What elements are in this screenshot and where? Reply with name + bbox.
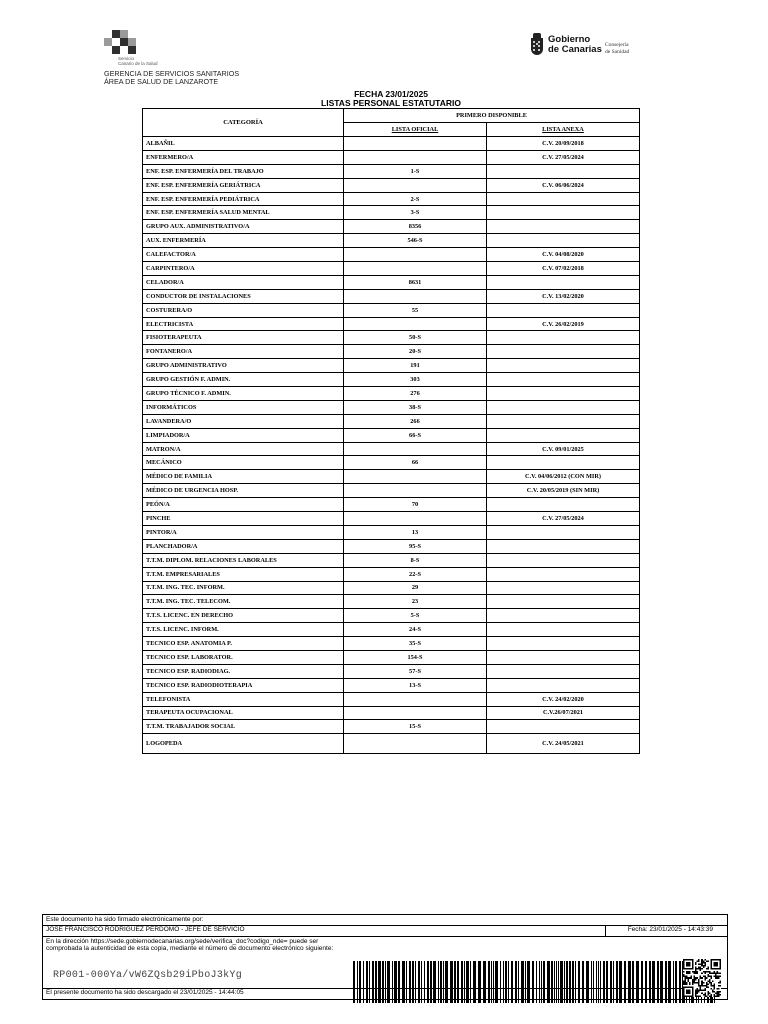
cell-lista-oficial [344, 692, 487, 706]
cell-categoria: T.T.M. TRABAJADOR SOCIAL [143, 720, 344, 734]
cell-lista-oficial: 3-S [344, 206, 487, 220]
cell-lista-anexa: C.V. 24/05/2021 [487, 734, 640, 754]
cell-lista-oficial: 2-S [344, 192, 487, 206]
download-text: El presente documento ha sido descargado el 23/01/2025 - 14:44:05 [46, 989, 244, 996]
table-row [143, 484, 640, 498]
table-row [143, 734, 640, 754]
cell-lista-oficial [344, 178, 487, 192]
cell-lista-anexa: C.V. 13/02/2020 [487, 289, 640, 303]
organization-name [104, 70, 239, 85]
cell-categoria: GRUPO ADMINISTRATIVO [143, 359, 344, 373]
cell-categoria: T.T.M. ING. TEC. INFORM. [143, 581, 344, 595]
table-row [143, 137, 640, 151]
table-row [143, 539, 640, 553]
sign-date: Fecha: 23/01/2025 - 14:43:39 [627, 926, 713, 933]
table-row [143, 192, 640, 206]
table-row [143, 206, 640, 220]
cell-categoria: T.T.M. ING. TEC. TELECOM. [143, 595, 344, 609]
cell-categoria: CARPINTERO/A [143, 262, 344, 276]
cell-lista-anexa [487, 498, 640, 512]
cell-categoria: T.T.S. LICENC. INFORM. [143, 623, 344, 637]
table-row [143, 289, 640, 303]
cell-lista-anexa [487, 275, 640, 289]
cell-categoria: TECNICO ESP. RADIODIAG. [143, 664, 344, 678]
table-row [143, 234, 640, 248]
cell-lista-oficial: 8356 [344, 220, 487, 234]
cell-lista-oficial [344, 262, 487, 276]
cell-lista-oficial: 303 [344, 373, 487, 387]
header-lista-anexa [487, 123, 640, 137]
cell-lista-oficial [344, 248, 487, 262]
cell-categoria: FONTANERO/A [143, 345, 344, 359]
date-title: FECHA 23/01/2025 [354, 89, 428, 99]
cell-lista-anexa [487, 414, 640, 428]
cell-lista-anexa [487, 553, 640, 567]
cell-categoria: AUX. ENFERMERÍA [143, 234, 344, 248]
org-line1: GERENCIA DE SERVICIOS SANITARIOS [104, 69, 240, 78]
cell-lista-anexa [487, 637, 640, 651]
table-row [143, 317, 640, 331]
cell-lista-oficial: 23 [344, 595, 487, 609]
cell-categoria: T.T.M. DIPLOM. RELACIONES LABORALES [143, 553, 344, 567]
table-row [143, 567, 640, 581]
table-row [143, 428, 640, 442]
table-row [143, 331, 640, 345]
signed-label: Este documento ha sido firmado electrónicamente por: [46, 916, 204, 923]
header-lista-oficial [344, 123, 487, 137]
table-row [143, 623, 640, 637]
servicio-canario-salud-logo [104, 30, 140, 56]
cell-categoria: COSTURERA/O [143, 303, 344, 317]
gobierno-line2: de Canarias [548, 44, 602, 55]
table-row [143, 387, 640, 401]
table-row [143, 220, 640, 234]
cell-categoria: INFORMÁTICOS [143, 400, 344, 414]
table-row [143, 303, 640, 317]
cell-lista-anexa [487, 400, 640, 414]
cell-categoria: TECNICO ESP. RADIODIOTERAPIA [143, 678, 344, 692]
cell-categoria: GRUPO GESTIÓN F. ADMIN. [143, 373, 344, 387]
table-row [143, 442, 640, 456]
cell-lista-anexa [487, 164, 640, 178]
cell-lista-anexa [487, 234, 640, 248]
cell-lista-anexa [487, 623, 640, 637]
cell-categoria: MÉDICO DE URGENCIA HOSP. [143, 484, 344, 498]
cell-lista-anexa [487, 595, 640, 609]
cell-lista-oficial: 8-S [344, 553, 487, 567]
conse-line2: de Sanidad [605, 48, 630, 55]
cell-categoria: TECNICO ESP. ANATOMIA P. [143, 637, 344, 651]
cell-categoria: GRUPO TÉCNICO F. ADMIN. [143, 387, 344, 401]
signer-name: JOSE FRANCISCO RODRIGUEZ PERDOMO - JEFE DE SERVICIO [46, 926, 245, 933]
cell-categoria: LIMPIADOR/A [143, 428, 344, 442]
cell-lista-anexa: C.V. 27/05/2024 [487, 512, 640, 526]
cell-lista-oficial [344, 734, 487, 754]
coat-of-arms-icon [530, 33, 544, 57]
cell-categoria: T.T.S. LICENC. EN DERECHO [143, 609, 344, 623]
cell-lista-oficial: 66 [344, 456, 487, 470]
cell-lista-oficial [344, 706, 487, 720]
table-row [143, 248, 640, 262]
cell-lista-anexa [487, 664, 640, 678]
cell-categoria: GRUPO AUX. ADMINISTRATIVO/A [143, 220, 344, 234]
cell-lista-oficial: 66-S [344, 428, 487, 442]
cell-lista-anexa: C.V.26/07/2021 [487, 706, 640, 720]
table-row [143, 178, 640, 192]
cell-lista-oficial: 22-S [344, 567, 487, 581]
table-row [143, 456, 640, 470]
cell-lista-oficial: 29 [344, 581, 487, 595]
cell-lista-oficial: 266 [344, 414, 487, 428]
table-row [143, 275, 640, 289]
cell-lista-oficial [344, 317, 487, 331]
cell-lista-oficial: 13 [344, 525, 487, 539]
table-row [143, 706, 640, 720]
cell-lista-anexa [487, 206, 640, 220]
table-row [143, 553, 640, 567]
cell-lista-anexa [487, 525, 640, 539]
cell-lista-oficial: 50-S [344, 331, 487, 345]
cell-categoria: LOGOPEDA [143, 734, 344, 754]
list-title: LISTAS PERSONAL ESTATUTARIO [321, 98, 461, 108]
table-row [143, 595, 640, 609]
cell-lista-anexa: C.V. 04/08/2020 [487, 248, 640, 262]
cell-categoria: PINTOR/A [143, 525, 344, 539]
consejeria-label [605, 42, 629, 55]
cell-lista-anexa [487, 192, 640, 206]
table-row [143, 678, 640, 692]
table-row [143, 414, 640, 428]
cell-lista-oficial: 276 [344, 387, 487, 401]
cell-categoria: FISIOTERAPEUTA [143, 331, 344, 345]
cell-categoria: T.T.M. EMPRESARIALES [143, 567, 344, 581]
cell-lista-anexa [487, 359, 640, 373]
cell-lista-oficial [344, 289, 487, 303]
cell-categoria: ALBAÑIL [143, 137, 344, 151]
signer-divider [605, 925, 606, 936]
cell-lista-oficial [344, 150, 487, 164]
cell-categoria: ENF. ESP. ENFERMERÍA PEDIÁTRICA [143, 192, 344, 206]
table-body [143, 137, 640, 754]
header-lista-oficial-label: LISTA OFICIAL [391, 126, 439, 133]
cell-lista-anexa: C.V. 09/01/2025 [487, 442, 640, 456]
cell-categoria: ENFERMERO/A [143, 150, 344, 164]
cell-lista-oficial [344, 484, 487, 498]
cell-lista-oficial: 55 [344, 303, 487, 317]
cell-lista-oficial: 8631 [344, 275, 487, 289]
table-row [143, 525, 640, 539]
cell-categoria: MECÁNICO [143, 456, 344, 470]
table-row [143, 664, 640, 678]
cell-lista-oficial [344, 470, 487, 484]
cell-categoria: CALEFACTOR/A [143, 248, 344, 262]
cell-lista-anexa [487, 567, 640, 581]
gobierno-canarias-logo [530, 33, 602, 57]
personal-list-table [142, 108, 640, 754]
cell-lista-oficial [344, 442, 487, 456]
table-row [143, 720, 640, 734]
cell-categoria: LAVANDERA/O [143, 414, 344, 428]
header-lista-anexa-label: LISTA ANEXA [542, 126, 584, 133]
cell-lista-anexa: C.V. 20/05/2019 (SIN MIR) [487, 484, 640, 498]
cell-lista-anexa [487, 456, 640, 470]
conse-line1: Consejería [605, 42, 629, 48]
cell-lista-anexa: C.V. 06/06/2024 [487, 178, 640, 192]
table-row [143, 373, 640, 387]
cell-lista-anexa: C.V. 07/02/2018 [487, 262, 640, 276]
cell-categoria: TERAPEUTA OCUPACIONAL [143, 706, 344, 720]
table-row [143, 470, 640, 484]
logo-caption [118, 56, 158, 66]
cell-lista-anexa [487, 428, 640, 442]
cell-categoria: ENF. ESP. ENFERMERÍA DEL TRABAJO [143, 164, 344, 178]
table-row [143, 262, 640, 276]
table-row [143, 359, 640, 373]
org-line2: ÁREA DE SALUD DE LANZAROTE [104, 76, 219, 86]
cell-categoria: TELEFONISTA [143, 692, 344, 706]
cell-lista-oficial: 70 [344, 498, 487, 512]
cell-lista-oficial: 5-S [344, 609, 487, 623]
cell-lista-oficial: 15-S [344, 720, 487, 734]
cell-lista-anexa [487, 345, 640, 359]
cell-lista-oficial: 13-S [344, 678, 487, 692]
table-row [143, 637, 640, 651]
download-row [43, 988, 727, 999]
cell-lista-oficial: 35-S [344, 637, 487, 651]
cell-lista-anexa [487, 220, 640, 234]
cell-categoria: PINCHE [143, 512, 344, 526]
verification-text: En la dirección https://sede.gobiernodecanarias.org/sede/verifica_doc?codigo_nde= puede ser comprobada la autenticidad de esta copia, mediante el número de documento electrónico siguiente: [46, 938, 334, 952]
cell-lista-anexa [487, 539, 640, 553]
cell-lista-anexa [487, 720, 640, 734]
cell-lista-anexa [487, 303, 640, 317]
cell-lista-oficial: 546-S [344, 234, 487, 248]
cell-categoria: ELECTRICISTA [143, 317, 344, 331]
cell-lista-oficial: 1-S [344, 164, 487, 178]
cell-lista-oficial: 20-S [344, 345, 487, 359]
cell-lista-anexa: C.V. 27/05/2024 [487, 150, 640, 164]
cell-lista-anexa [487, 650, 640, 664]
cell-lista-anexa: C.V. 20/09/2018 [487, 137, 640, 151]
cell-categoria: CONDUCTOR DE INSTALACIONES [143, 289, 344, 303]
table-row [143, 650, 640, 664]
table-row [143, 150, 640, 164]
cell-lista-oficial: 38-S [344, 400, 487, 414]
cell-lista-oficial: 57-S [344, 664, 487, 678]
document-code: RP001-000Ya/vW6ZQsb29iPboJ3kYg [53, 970, 243, 981]
table-row [143, 581, 640, 595]
gobierno-line1: Gobierno [548, 34, 591, 45]
cell-categoria: PEÓN/A [143, 498, 344, 512]
cell-lista-anexa [487, 581, 640, 595]
cell-categoria: ENF. ESP. ENFERMERÍA GERIÁTRICA [143, 178, 344, 192]
gobierno-wordmark [548, 35, 602, 55]
cell-lista-oficial: 24-S [344, 623, 487, 637]
cell-lista-oficial [344, 137, 487, 151]
cell-lista-anexa: C.V. 04/06/2012 (CON MIR) [487, 470, 640, 484]
table-row [143, 498, 640, 512]
cell-lista-anexa [487, 609, 640, 623]
cell-categoria: TECNICO ESP. LABORATOR. [143, 650, 344, 664]
cell-lista-oficial: 154-S [344, 650, 487, 664]
cell-categoria: CELADOR/A [143, 275, 344, 289]
cell-lista-anexa: C.V. 26/02/2019 [487, 317, 640, 331]
table-row [143, 345, 640, 359]
cell-lista-oficial [344, 512, 487, 526]
cell-categoria: MÉDICO DE FAMILIA [143, 470, 344, 484]
header-categoria: CATEGORÍA [143, 109, 344, 137]
table-row [143, 609, 640, 623]
logo-caption-line1: Servicio [118, 56, 135, 61]
cell-lista-anexa [487, 387, 640, 401]
signature-box [42, 914, 728, 1000]
cell-categoria: PLANCHADOR/A [143, 539, 344, 553]
verification-row [43, 936, 727, 989]
cell-categoria: MATRON/A [143, 442, 344, 456]
cell-categoria: ENF. ESP. ENFERMERÍA SALUD MENTAL [143, 206, 344, 220]
cell-lista-oficial: 95-S [344, 539, 487, 553]
cell-lista-anexa [487, 678, 640, 692]
cell-lista-anexa [487, 331, 640, 345]
checker-logo-icon [104, 30, 140, 56]
cell-lista-oficial: 191 [344, 359, 487, 373]
cell-lista-anexa: C.V. 24/02/2020 [487, 692, 640, 706]
cell-lista-anexa [487, 373, 640, 387]
table-row [143, 692, 640, 706]
logo-caption-line2: Canario de la Salud [118, 61, 158, 66]
header-primero-disponible: PRIMERO DISPONIBLE [344, 109, 640, 123]
table-row [143, 512, 640, 526]
table-row [143, 164, 640, 178]
table-row [143, 400, 640, 414]
